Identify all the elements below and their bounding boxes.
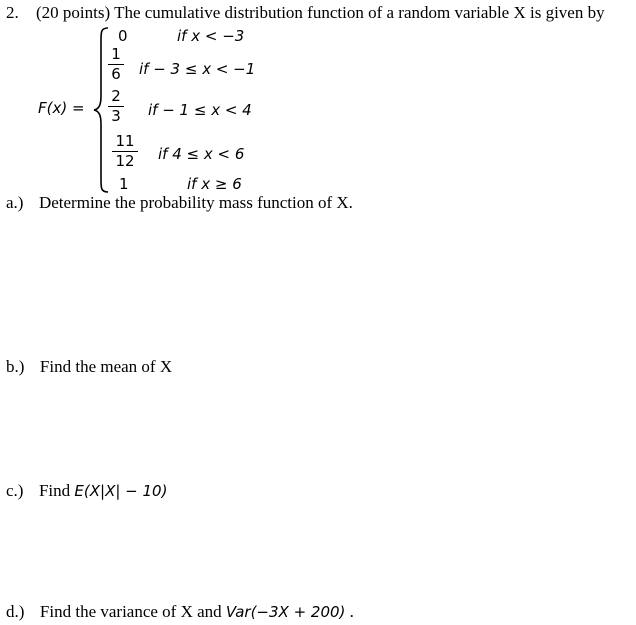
part-d <box>6 602 354 622</box>
part-a-label: a.) <box>6 193 24 212</box>
part-d-expression: Var(−3X + 200) <box>225 603 346 621</box>
part-c <box>6 481 167 501</box>
part-d-text: Find the variance of X and <box>39 602 226 621</box>
part-c-expression: E(X|X| − 10) <box>74 482 168 500</box>
case-4-numerator: 11 <box>115 132 135 150</box>
case-5-value: 1 <box>119 175 129 193</box>
case-4-fraction <box>112 133 138 170</box>
cdf-lhs: F(x) = <box>38 99 85 117</box>
case-2-numerator: 1 <box>111 45 121 63</box>
part-c-text: Find <box>38 481 75 500</box>
case-3-numerator: 2 <box>111 87 121 105</box>
part-d-suffix: . <box>345 602 354 621</box>
case-3-fraction <box>108 88 124 125</box>
problem-number: 2. <box>6 3 19 22</box>
case-1-value: 0 <box>118 27 128 45</box>
part-b <box>6 357 172 377</box>
part-b-label: b.) <box>6 357 25 376</box>
part-b-text: Find the mean of X <box>39 357 173 376</box>
case-3-condition: if − 1 ≤ x < 4 <box>148 101 252 119</box>
case-2-condition: if − 3 ≤ x < −1 <box>139 60 256 78</box>
part-d-label: d.) <box>6 602 25 621</box>
case-5-condition: if x ≥ 6 <box>187 175 242 193</box>
case-4-condition: if 4 ≤ x < 6 <box>158 145 245 163</box>
part-a-text: Determine the probability mass function of X. <box>38 193 353 212</box>
case-2-fraction <box>108 46 124 83</box>
case-1-condition: if x < −3 <box>177 27 245 45</box>
case-4-denominator: 12 <box>115 152 135 170</box>
problem-intro: (20 points) The cumulative distribution function of a random variable X is given by <box>36 3 605 22</box>
part-a <box>6 193 353 213</box>
case-3-denominator: 3 <box>111 107 121 125</box>
case-2-denominator: 6 <box>111 65 121 83</box>
part-c-label: c.) <box>6 481 24 500</box>
